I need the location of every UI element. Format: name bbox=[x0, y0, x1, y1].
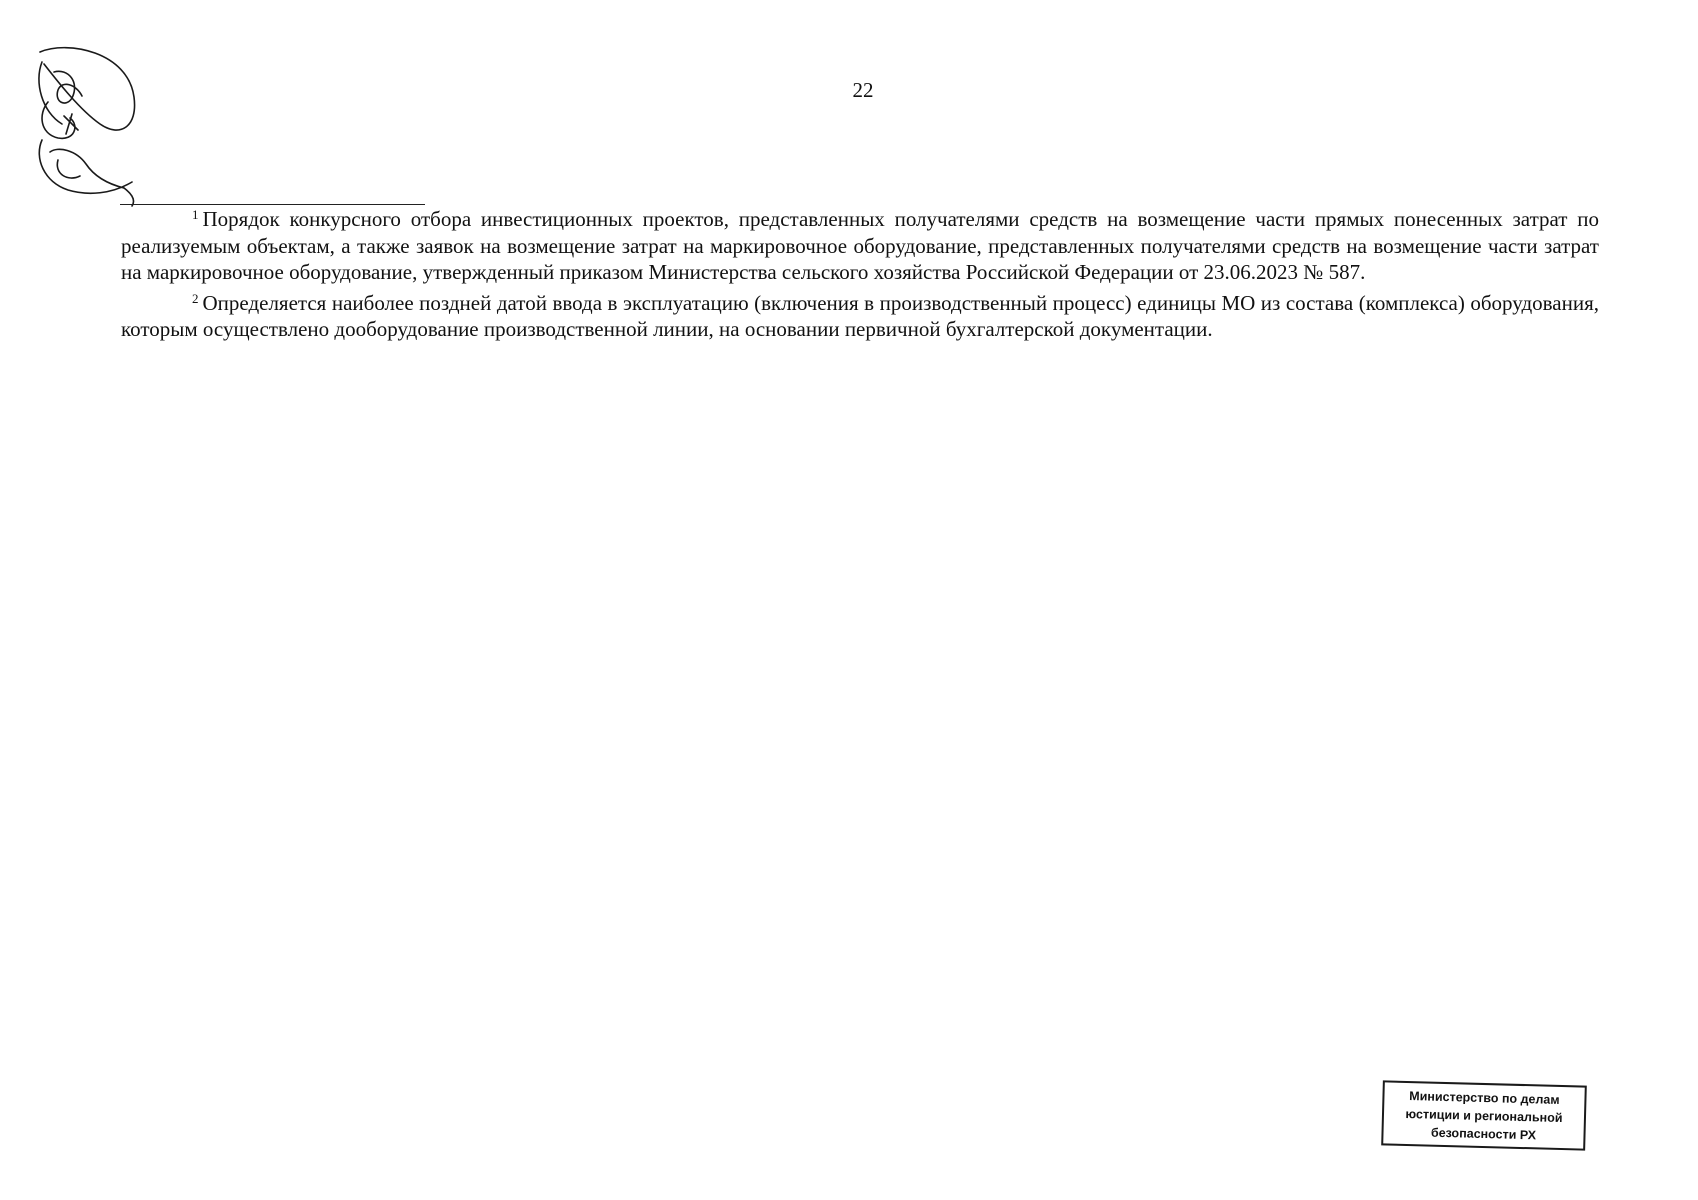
footnote-1 bbox=[121, 206, 1599, 286]
handwritten-signature bbox=[28, 42, 148, 212]
ministry-stamp bbox=[1381, 1080, 1587, 1150]
footnotes bbox=[121, 206, 1599, 347]
footnote-marker: 2 bbox=[192, 290, 199, 306]
footnote-separator bbox=[120, 204, 425, 205]
stamp-line: Министерство по делам bbox=[1409, 1089, 1560, 1107]
stamp-line: безопасности РХ bbox=[1430, 1125, 1537, 1143]
footnote-2 bbox=[121, 290, 1599, 343]
footnote-text: Порядок конкурсного отбора инвестиционных проектов, представленных получателями средств на возмещение части прямых понесенных затрат по реализуемым объектам, а также заявок на возмещение затрат на маркировочное оборудование, представленных получателями средств на возмещение части затрат на маркировочное оборудование, утвержденный приказом Министерства сельского хозяйства Российской Федерации от 23.06.2023 № 587. bbox=[121, 207, 1599, 284]
stamp-line: юстиции и региональной bbox=[1405, 1106, 1563, 1126]
footnote-marker: 1 bbox=[192, 207, 199, 222]
footnote-text: Определяется наиболее поздней датой ввода в эксплуатацию (включения в производственный процесс) единицы МО из состава (комплекса) оборудования, которым осуществлено дооборудование производственной линии, на основании первичной бухгалтерской документации. bbox=[121, 290, 1599, 341]
page-number: 22 bbox=[852, 78, 874, 102]
